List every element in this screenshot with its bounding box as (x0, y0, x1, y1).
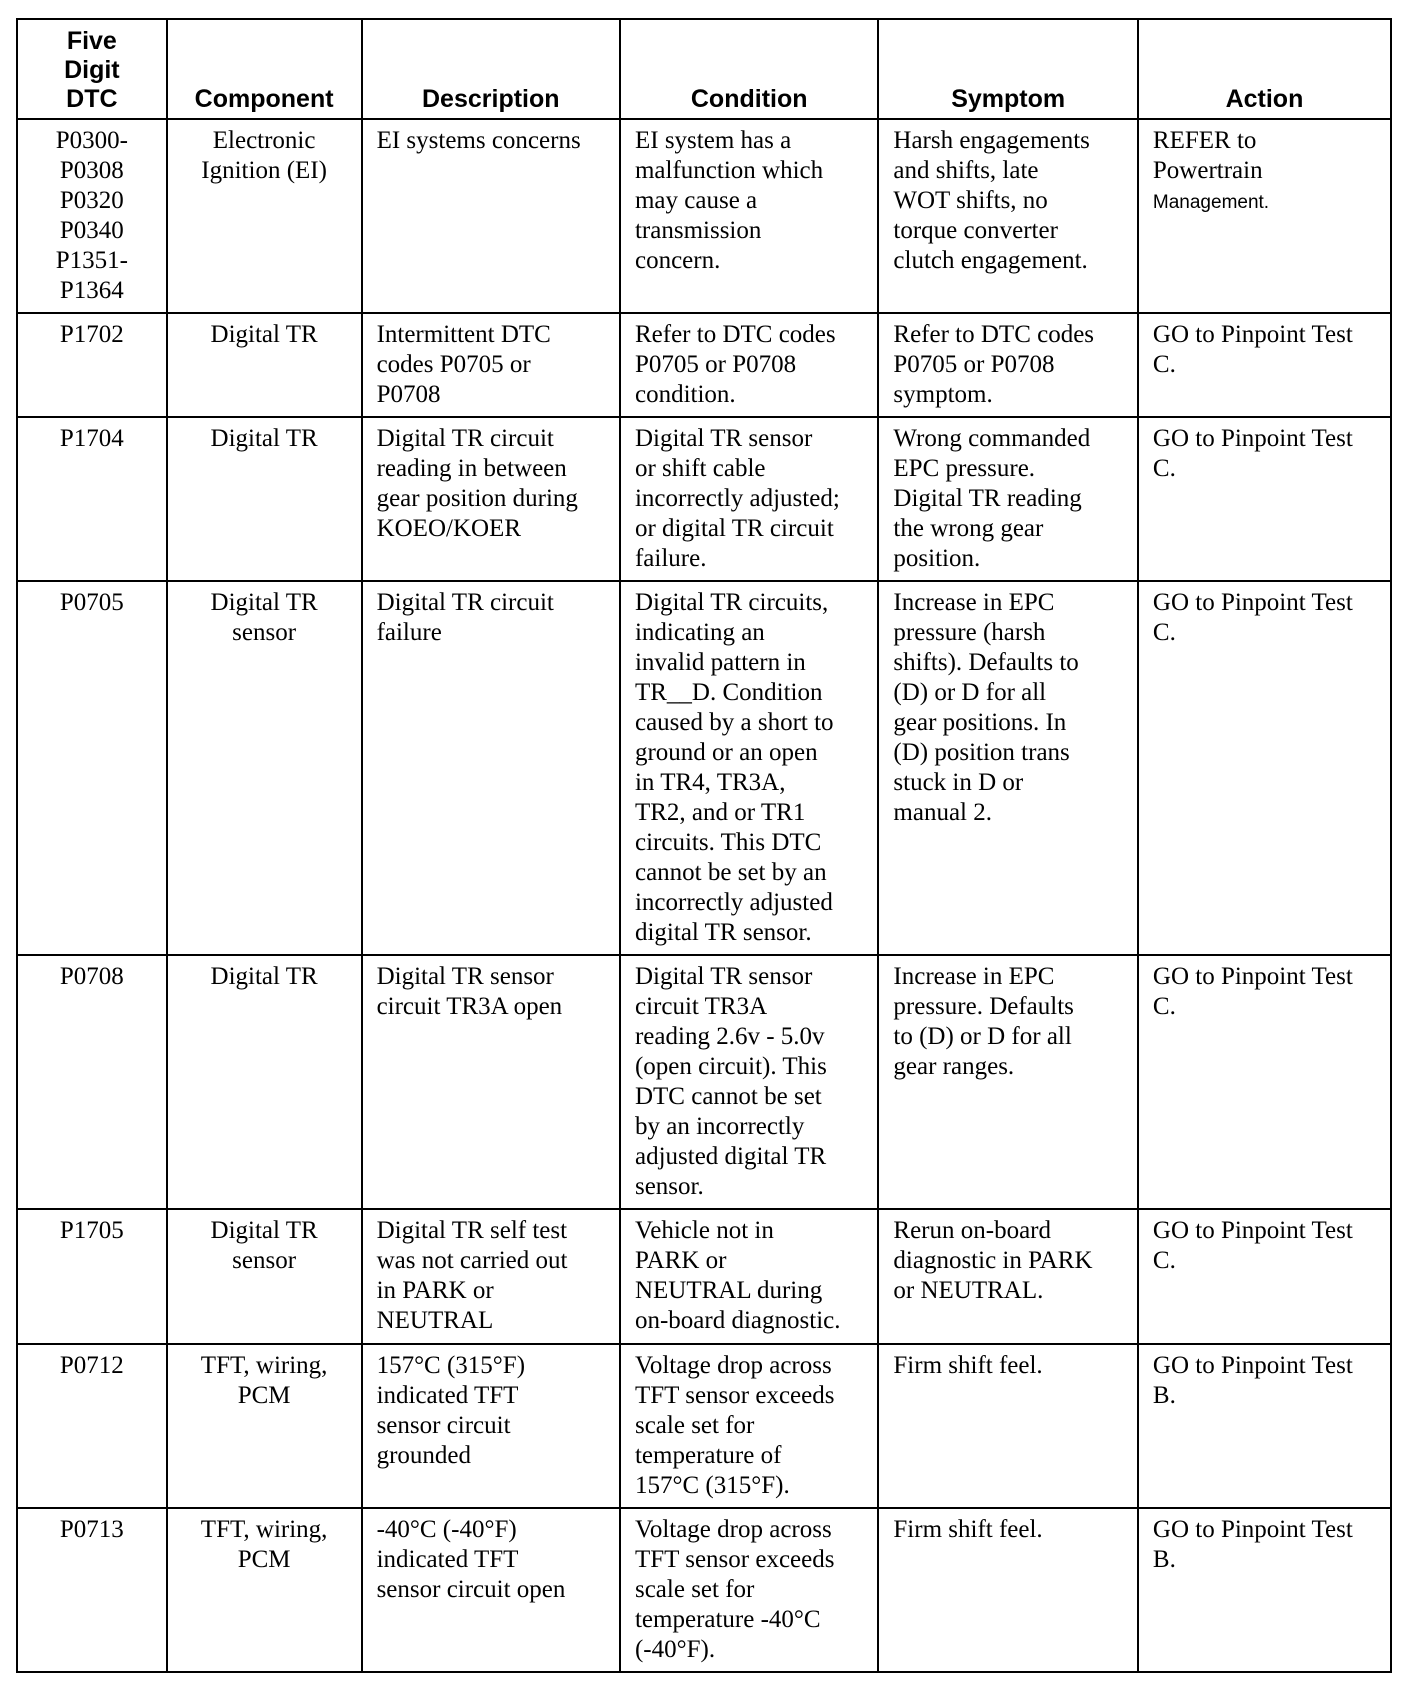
cell-description: Digital TR circuit failure (362, 581, 620, 955)
cell-dtc: P1705 (17, 1209, 167, 1344)
cell-symptom: Harsh engagements and shifts, late WOT shifts, no torque converter clutch engagement. (878, 119, 1138, 313)
cell-action: GO to Pinpoint Test C. (1138, 313, 1391, 417)
cell-description: Digital TR circuit reading in between gear position during KOEO/KOER (362, 417, 620, 581)
cell-symptom: Increase in EPC pressure (harsh shifts). Defaults to (D) or D for all gear positions. In (D) position trans stuck in D or manual 2. (878, 581, 1138, 955)
cell-description: Digital TR self test was not carried out in PARK or NEUTRAL (362, 1209, 620, 1344)
cell-symptom: Increase in EPC pressure. Defaults to (D) or D for all gear ranges. (878, 955, 1138, 1209)
cell-condition: Vehicle not in PARK or NEUTRAL during on-board diagnostic. (620, 1209, 878, 1344)
cell-component: Digital TR (167, 955, 362, 1209)
cell-dtc: P0705 (17, 581, 167, 955)
cell-description: 157°C (315°F) indicated TFT sensor circuit grounded (362, 1344, 620, 1508)
cell-component: Digital TR (167, 417, 362, 581)
cell-symptom: Wrong commanded EPC pressure. Digital TR reading the wrong gear position. (878, 417, 1138, 581)
cell-condition: Refer to DTC codes P0705 or P0708 condition. (620, 313, 878, 417)
cell-dtc: P0300- P0308 P0320 P0340 P1351- P1364 (17, 119, 167, 313)
cell-symptom: Firm shift feel. (878, 1344, 1138, 1508)
header-symptom: Symptom (878, 19, 1138, 119)
header-component: Component (167, 19, 362, 119)
cell-action: GO to Pinpoint Test B. (1138, 1344, 1391, 1508)
table-row (17, 1344, 1391, 1508)
table-row (17, 581, 1391, 955)
cell-dtc: P0712 (17, 1344, 167, 1508)
table-row (17, 417, 1391, 581)
cell-symptom: Refer to DTC codes P0705 or P0708 symptom. (878, 313, 1138, 417)
dtc-table (16, 18, 1392, 1673)
cell-dtc: P0713 (17, 1508, 167, 1672)
table-row (17, 955, 1391, 1209)
cell-action: GO to Pinpoint Test C. (1138, 417, 1391, 581)
cell-component: Digital TR sensor (167, 581, 362, 955)
table-row (17, 1209, 1391, 1344)
cell-description: EI systems concerns (362, 119, 620, 313)
action-text-small: Management. (1152, 192, 1270, 213)
cell-symptom: Firm shift feel. (878, 1508, 1138, 1672)
cell-condition: Voltage drop across TFT sensor exceeds scale set for temperature of 157°C (315°F). (620, 1344, 878, 1508)
table-row (17, 313, 1391, 417)
header-description: Description (362, 19, 620, 119)
header-condition: Condition (620, 19, 878, 119)
cell-action: GO to Pinpoint Test C. (1138, 955, 1391, 1209)
cell-condition: Voltage drop across TFT sensor exceeds scale set for temperature -40°C (-40°F). (620, 1508, 878, 1672)
table-header-row (17, 19, 1391, 119)
cell-condition: Digital TR sensor or shift cable incorrectly adjusted; or digital TR circuit failure. (620, 417, 878, 581)
cell-component: TFT, wiring, PCM (167, 1508, 362, 1672)
cell-component: TFT, wiring, PCM (167, 1344, 362, 1508)
cell-description: -40°C (-40°F) indicated TFT sensor circuit open (362, 1508, 620, 1672)
cell-action: GO to Pinpoint Test C. (1138, 1209, 1391, 1344)
header-action: Action (1138, 19, 1391, 119)
table-row (17, 119, 1391, 313)
cell-component: Digital TR sensor (167, 1209, 362, 1344)
cell-condition: Digital TR sensor circuit TR3A reading 2.6v - 5.0v (open circuit). This DTC cannot be set by an incorrectly adjusted digital TR sensor. (620, 955, 878, 1209)
cell-description: Intermittent DTC codes P0705 or P0708 (362, 313, 620, 417)
cell-dtc: P1702 (17, 313, 167, 417)
cell-component: Digital TR (167, 313, 362, 417)
cell-symptom: Rerun on-board diagnostic in PARK or NEUTRAL. (878, 1209, 1138, 1344)
cell-condition: EI system has a malfunction which may cause a transmission concern. (620, 119, 878, 313)
cell-action: GO to Pinpoint Test C. (1138, 581, 1391, 955)
action-text: REFER to Powertrain (1152, 127, 1263, 184)
cell-action: GO to Pinpoint Test B. (1138, 1508, 1391, 1672)
cell-dtc: P1704 (17, 417, 167, 581)
header-dtc: Five Digit DTC (17, 19, 167, 119)
cell-description: Digital TR sensor circuit TR3A open (362, 955, 620, 1209)
cell-condition: Digital TR circuits, indicating an invalid pattern in TR__D. Condition caused by a short to ground or an open in TR4, TR3A, TR2, and or TR1 circuits. This DTC cannot be set by an incorrectly adjusted digital TR sensor. (620, 581, 878, 955)
cell-action (1138, 119, 1391, 313)
cell-dtc: P0708 (17, 955, 167, 1209)
cell-component: Electronic Ignition (EI) (167, 119, 362, 313)
table-row (17, 1508, 1391, 1672)
